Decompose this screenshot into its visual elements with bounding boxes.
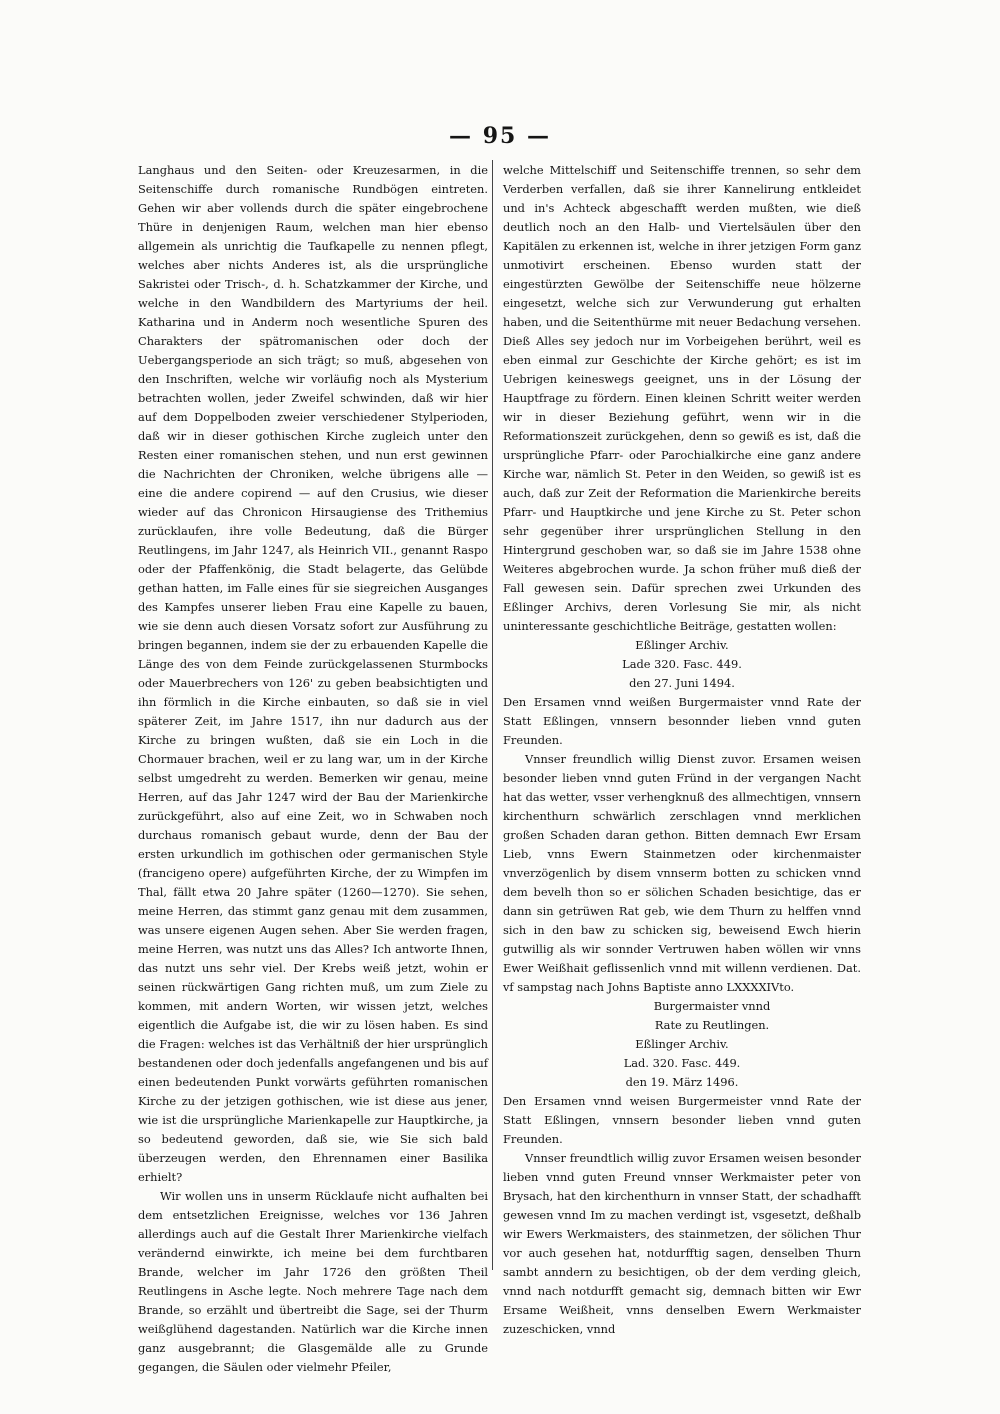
page-number: — 95 — (449, 123, 551, 149)
document-address: Den Ersamen vnnd weißen Burgermaister vnnd Rate der Statt Eßlingen, vnnsern besonnder lieben vnnd guten Freunden. (503, 695, 861, 747)
document-reference-line: Lade 320. Fasc. 449. (622, 657, 742, 671)
column-divider (492, 160, 493, 1270)
right-column (503, 161, 861, 1339)
document-body: Vnnser freundlich willig Dienst zuvor. Ersamen weisen besonder lieben vnnd guten Fründ in der vergangen Nacht hat das wetter, vsser verhengknuß des allmechtigen, vnnsern kirchenthurn schwärlich zerschlagen vnnd merklichen großen Schaden daran gethon. Bitten demnach Ewr Ersam Lieb, vnns Ewern Stainmetzen oder kirchenmaister vnverzögenlich by disem vnnserm botten zu schicken vnnd dem bevelh thon so er sölichen Schaden besichtige, das er dann sin getrüwen Rat geb, wie dem Thurn zu helffen vnnd sich in den baw zu schicken sig, beweisend Ewch hierin gutwillig als wir sonnder Vertruwen haben wöllen wir vnns Ewer Weißhait geflissenlich vnnd mit willenn verdienen. Dat. vf sampstag nach Johns Baptiste anno LXXXXIVto. (503, 752, 861, 994)
paragraph: Langhaus und den Seiten- oder Kreuzesarmen, in die Seitenschiffe durch romanische Rundbögen eintreten. Gehen wir aber vollends durch die später eingebrochene Thüre in denjenigen Raum, welchen man hier ebenso allgemein als unrichtig die Taufkapelle zu nennen pflegt, welches aber nichts Anderes ist, als die ursprüngliche Sakristei oder Trisch-, d. h. Schatzkammer der Kirche, und welche in den Wandbildern des Martyriums der heil. Katharina und in Anderm noch wesentliche Spuren des Charakters der spätromanischen oder doch der Uebergangsperiode an sich trägt; so muß, abgesehen von den Inschriften, welche wir vorläufig noch als Mysterium betrachten wollen, jeder Zweifel schwinden, daß wir hier auf dem Doppelboden zweier verschiedener Stylperioden, daß wir in dieser gothischen Kirche zugleich unter den Resten einer romanischen stehen, und nun erst gewinnen die Nachrichten der Chroniken, welche übrigens alle — eine die andere copirend — auf den Crusius, wie dieser wieder auf das Chronicon Hirsaugiense des Trithemius zurücklaufen, ihre volle Bedeutung, daß die Bürger Reutlingens, im Jahr 1247, als Heinrich VII., genannt Raspo oder der Pfaffenkönig, die Stadt belagerte, das Gelübde gethan hatten, im Falle eines für sie siegreichen Ausganges des Kampfes unserer lieben Frau eine Kapelle zu bauen, wie sie denn auch diesen Vorsatz sofort zur Ausführung zu bringen begannen, indem sie der zu erbauenden Kapelle die Länge des von dem Feinde zurückgelassenen Sturmbocks oder Mauerbrechers von 126' zu geben beabsichtigten und ihn förmlich in die Kirche einbauten, so daß sie in viel späterer Zeit, im Jahre 1517, ihn nur dadurch aus der Kirche zu bringen wußten, daß sie ein Loch in die Chormauer brachen, weil er zu lang war, um in der Kirche selbst umgedreht zu werden. Bemerken wir genau, meine Herren, auf das Jahr 1247 wird der Bau der Marienkirche zurückgeführt, also auf eine Zeit, wo in Schwaben noch durchaus romanisch gebaut wurde, denn der Bau der ersten urkundlich im gothischen oder germanischen Style (francigeno opere) aufgeführten Kirche, der zu Wimpfen im Thal, fällt etwa 20 Jahre später (1260—1270). Sie sehen, meine Herren, das stimmt ganz genau mit dem zusammen, was unsere eigenen Augen sehen. Aber Sie werden fragen, meine Herren, was nutzt uns das Alles? Ich antworte Ihnen, das nutzt uns sehr viel. Der Krebs weiß jetzt, wohin er seinen rückwärtigen Gang richten muß, um zum Ziele zu kommen, mit andern Worten, wir wissen jetzt, welches eigentlich die Aufgabe ist, die wir zu lösen haben. Es sind die Fragen: welches ist das Verhältniß der hier ursprünglich bestandenen oder doch jedenfalls angefangenen und bis auf einen bedeutenden Punkt vorwärts geführten romanischen Kirche zu der jetzigen gothischen, wie ist diese aus jener, wie ist die ursprüngliche Marienkapelle zur Hauptkirche, ja so bedeutend geworden, daß sie, wie Sie sich bald überzeugen werden, den Ehrennamen einer Basilika erhielt? (138, 163, 488, 1184)
document-signature: Burgermaister vnnd (653, 999, 771, 1013)
document-archive-line: Eßlinger Archiv. (635, 1037, 729, 1051)
document-signature: Rate zu Reutlingen. (654, 1018, 770, 1032)
document-reference-line: Lad. 320. Fasc. 449. (623, 1056, 741, 1070)
document-archive-line: Eßlinger Archiv. (635, 638, 729, 652)
document-date-line: den 19. März 1496. (625, 1075, 739, 1089)
paragraph: welche Mittelschiff und Seitenschiffe trennen, so sehr dem Verderben verfallen, daß sie ihrer Kannelirung entkleidet und in's Achteck abgeschafft werden mußten, wie dieß deutlich noch an den Halb- und Viertelsäulen über den Kapitälen zu erkennen ist, welche in ihrer jetzigen Form ganz unmotivirt erscheinen. Ebenso wurden statt der eingestürzten Gewölbe der Seitenschiffe neue hölzerne eingesetzt, welche sich zur Verwunderung gut erhalten haben, und die Seitenthürme mit neuer Bedachung versehen. Dieß Alles sey jedoch nur im Vorbeigehen berührt, weil es eben einmal zur Geschichte der Kirche gehört; es ist im Uebrigen keineswegs geeignet, uns in der Lösung der Hauptfrage zu fördern. Einen kleinen Schritt weiter werden wir in dieser Beziehung geführt, wenn wir in die Reformationszeit zurückgehen, denn so gewiß es ist, daß die ursprüngliche Pfarr- oder Parochialkirche eine ganz andere Kirche war, nämlich St. Peter in den Weiden, so gewiß ist es auch, daß zur Zeit der Reformation die Marienkirche bereits Pfarr- und Hauptkirche und jene Kirche zu St. Peter schon sehr gegenüber ihrer ursprünglichen Stellung in den Hintergrund geschoben war, so daß sie im Jahre 1538 ohne Weiteres abgebrochen wurde. Ja schon früher muß dieß der Fall gewesen sein. Dafür sprechen zwei Urkunden des Eßlinger Archivs, deren Vorlesung Sie mir, als nicht uninteressante geschichtliche Beiträge, gestatten wollen: (503, 163, 861, 633)
paragraph: Wir wollen uns in unserm Rücklaufe nicht aufhalten bei dem entsetzlichen Ereignisse, welches vor 136 Jahren allerdings auch auf die Gestalt Ihrer Marienkirche vielfach verändernd einwirkte, ich meine bei dem furchtbaren Brande, welcher im Jahr 1726 den größten Theil Reutlingens in Asche legte. Noch mehrere Tage nach dem Brande, so erzählt und übertreibt die Sage, sei der Thurm weißglühend dagestanden. Natürlich war die Kirche innen ganz ausgebrannt; die Glasgemälde alle zu Grunde gegangen, die Säulen oder vielmehr Pfeiler, (138, 1189, 488, 1374)
document-body: Vnnser freundtlich willig zuvor Ersamen weisen besonder lieben vnnd guten Freund vnnser Werkmaister peter von Brysach, hat den kirchenthurn in vnnser Statt, der schadhafft gewesen vnnd Im zu machen verdingt ist, vsgesetzt, deßhalb wir Ewers Werkmaisters, des stainmetzen, der sölichen Thur vor auch gesehen hat, notdurfftig sagen, denselben Thurn sambt anndern zu besichtigen, ob der dem verding gleich, vnnd nach notdurfft gemacht sig, demnach bitten wir Ewr Ersame Weißheit, vnns denselben Ewern Werkmaister zuzeschicken, vnnd (503, 1151, 861, 1336)
document-date-line: den 27. Juni 1494. (629, 676, 735, 690)
left-column (138, 161, 488, 1377)
document-address: Den Ersamen vnnd weisen Burgermeister vnnd Rate der Statt Eßlingen, vnnsern besonder lieben vnnd guten Freunden. (503, 1094, 861, 1146)
